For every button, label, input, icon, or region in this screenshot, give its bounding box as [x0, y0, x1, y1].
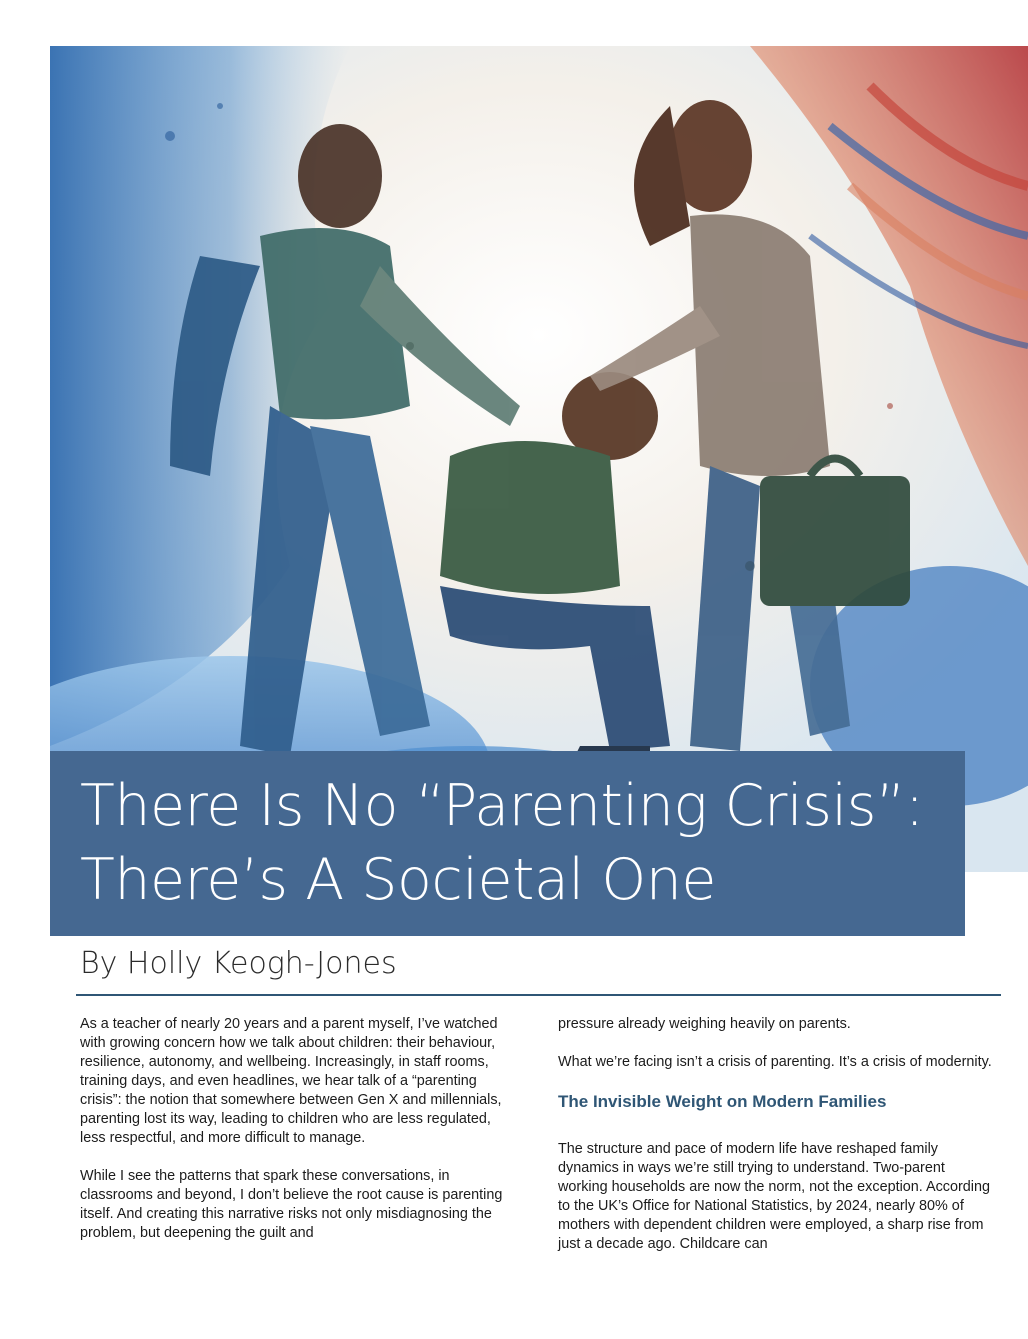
watercolour-family-illustration-icon — [50, 46, 1028, 872]
paragraph: As a teacher of nearly 20 years and a parent myself, I’ve watched with growing concern how we talk about children: their behaviour, resilience, autonomy, and wellbeing. Increasingly, in staff rooms, training days, and even headlines, we hear talk of a “parenting crisis”: the notion that somewhere between Gen X and millennials, parenting lost its way, leading to children who are less regulated, less respectful, and more difficult to manage. — [80, 1016, 502, 1146]
article-title-line-1: There Is No “Parenting Crisis”: — [80, 773, 924, 839]
divider — [76, 994, 1001, 996]
paragraph: While I see the patterns that spark these conversations, in classrooms and beyond, I don’t believe the root cause is parenting itself. And creating this narrative risks not only misdiagnosing the problem, but deepening the guilt and — [80, 1168, 503, 1241]
article-title-line-2: There’s A Societal One — [80, 847, 716, 913]
paragraph: The structure and pace of modern life have reshaped family dynamics in ways we’re still trying to understand. Two-parent working households are now the norm, not the exception. According to the UK’s Office for National Statistics, by 2024, nearly 80% of mothers with dependent children were employed, a sharp rise from just a decade ago. Childcare can — [558, 1141, 990, 1252]
hero-illustration — [50, 46, 1028, 872]
section-subheading: The Invisible Weight on Modern Families — [558, 1092, 887, 1111]
paragraph: What we’re facing isn’t a crisis of parenting. It’s a crisis of modernity. — [558, 1054, 992, 1070]
title-banner — [50, 751, 965, 936]
right-column — [558, 1015, 998, 1254]
paragraph: pressure already weighing heavily on parents. — [558, 1016, 851, 1032]
left-column — [80, 1015, 520, 1243]
byline: By Holly Keogh-Jones — [80, 946, 397, 981]
